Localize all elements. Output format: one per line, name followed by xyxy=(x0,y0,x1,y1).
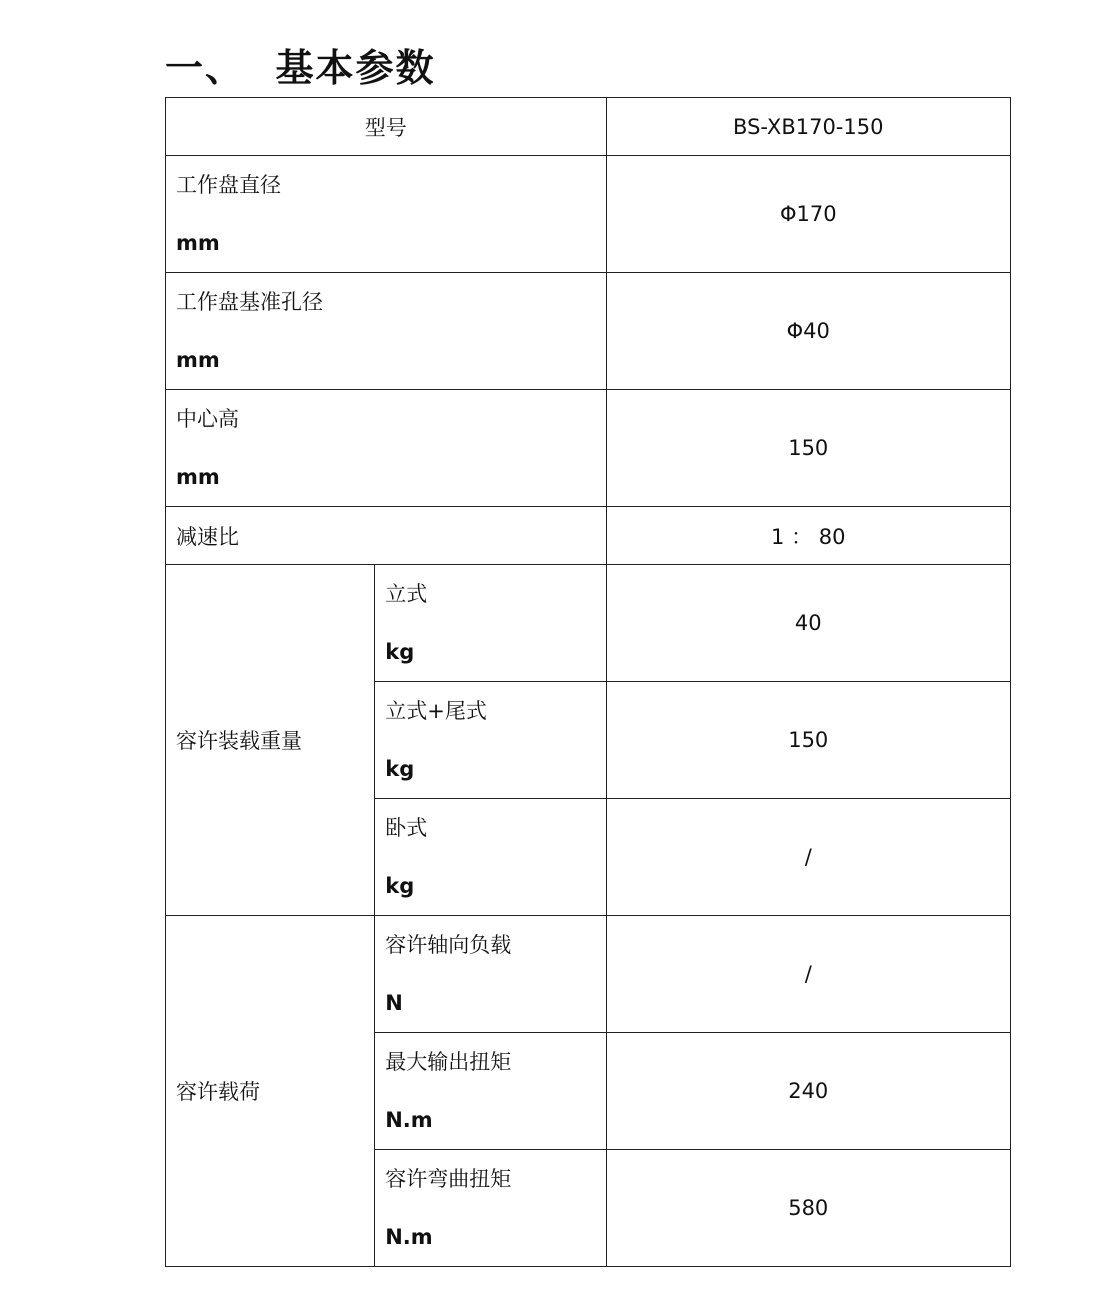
sub-label-cell xyxy=(375,1150,606,1267)
param-label: 减速比 xyxy=(176,524,239,549)
table-header-row xyxy=(166,98,1011,156)
table-row xyxy=(166,390,1011,507)
param-value: 580 xyxy=(606,1150,1011,1267)
sub-label-cell xyxy=(375,916,606,1033)
param-label-cell xyxy=(166,507,607,565)
sub-label-cell xyxy=(375,565,606,682)
group-label: 容许载荷 xyxy=(176,1080,260,1104)
section-heading xyxy=(165,44,436,92)
sub-unit: kg xyxy=(385,757,415,781)
section-number: 一、 xyxy=(165,46,246,90)
param-value: 150 xyxy=(606,682,1011,799)
param-value: Φ170 xyxy=(606,156,1011,273)
sub-label: 容许弯曲扭矩 xyxy=(385,1167,512,1191)
model-label: 型号 xyxy=(166,98,607,156)
sub-unit: N.m xyxy=(385,1225,433,1249)
group-label-cell xyxy=(166,916,375,1267)
param-value: 40 xyxy=(606,565,1011,682)
parameter-table xyxy=(165,97,1011,1267)
sub-label: 立式 xyxy=(385,582,428,606)
param-label: 工作盘基准孔径 xyxy=(176,290,323,314)
sub-unit: N xyxy=(385,991,403,1015)
table-row xyxy=(166,916,1011,1033)
group-label: 容许装载重量 xyxy=(176,729,302,753)
param-unit: mm xyxy=(176,231,220,255)
param-value: 240 xyxy=(606,1033,1011,1150)
param-value: / xyxy=(606,799,1011,916)
sub-label: 最大输出扭矩 xyxy=(385,1050,512,1074)
sub-label-cell xyxy=(375,799,606,916)
group-label-cell xyxy=(166,565,375,916)
param-label: 工作盘直径 xyxy=(176,173,281,197)
sub-unit: N.m xyxy=(385,1108,433,1132)
table-row xyxy=(166,273,1011,390)
param-label-cell xyxy=(166,156,607,273)
sub-label-cell xyxy=(375,1033,606,1150)
sub-label-cell xyxy=(375,682,606,799)
sub-label: 卧式 xyxy=(385,816,428,840)
table-row xyxy=(166,156,1011,273)
sub-label: 立式+尾式 xyxy=(385,699,487,723)
param-value: Φ40 xyxy=(606,273,1011,390)
param-unit: mm xyxy=(176,348,220,372)
param-value: 1 ： 80 xyxy=(606,507,1011,565)
param-label-cell xyxy=(166,273,607,390)
table-row xyxy=(166,507,1011,565)
model-value: BS-XB170-150 xyxy=(606,98,1011,156)
table-row xyxy=(166,565,1011,682)
param-value: / xyxy=(606,916,1011,1033)
sub-unit: kg xyxy=(385,640,415,664)
param-label: 中心高 xyxy=(176,407,239,431)
param-unit: mm xyxy=(176,465,220,489)
sub-label: 容许轴向负载 xyxy=(385,933,512,957)
param-label-cell xyxy=(166,390,607,507)
param-value: 150 xyxy=(606,390,1011,507)
sub-unit: kg xyxy=(385,874,415,898)
section-title: 基本参数 xyxy=(275,46,436,90)
